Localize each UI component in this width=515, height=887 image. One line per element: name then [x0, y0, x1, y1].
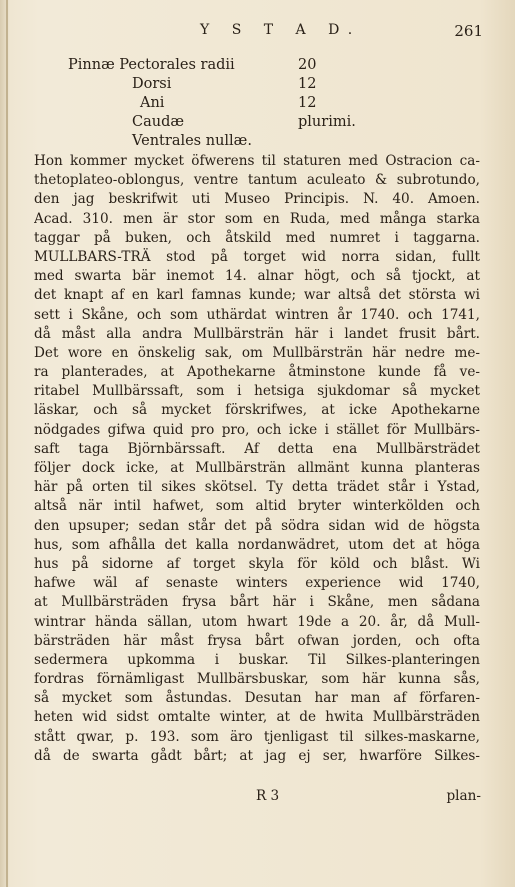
- page-footer: [0, 788, 515, 808]
- fin-ray-row: [68, 113, 398, 132]
- fin-label: Dorsi: [132, 76, 172, 92]
- text-line: så mycket som åstundas. Desutan har man af förfaren-: [34, 690, 480, 707]
- fin-ray-row: [68, 56, 398, 75]
- text-line: hafwe wäl af senaste winters experience wid 1740,: [34, 575, 480, 592]
- fin-value: 20: [298, 57, 317, 73]
- text-line: Hon kommer mycket öfwerens til staturen med Ostracion ca-: [34, 153, 480, 169]
- fin-ray-list: [68, 56, 398, 151]
- text-line: ra planterades, at Apothekarne åtminstone kunde få ve-: [34, 364, 480, 381]
- fin-label: Ani: [140, 95, 165, 111]
- text-line: den jag beskrifwit uti Museo Principis. N. 40. Amoen.: [34, 191, 480, 208]
- text-line: följer dock icke, at Mullbärsträn allmänt kunna planteras: [34, 460, 480, 476]
- text-line: saft taga Björnbärssaft. Af detta ena Mullbärsträdet: [34, 440, 480, 457]
- text-line: med swarta bär inemot 14. alnar högt, och så tjockt, at: [34, 268, 480, 285]
- text-line: heten wid sidst omtalte winter, at de hwita Mullbärsträden: [34, 709, 480, 726]
- fin-label: Caudæ: [132, 114, 184, 130]
- fin-value: 12: [298, 95, 317, 111]
- text-line: fordras förnämligast Mullbärsbuskar, som här kunna sås,: [34, 671, 480, 688]
- text-line: hus, som afhålla det kalla nordanwädret, utom det at höga: [34, 536, 480, 553]
- fin-label: Pinnæ Pectorales radii: [68, 57, 235, 73]
- text-line: sett i Skåne, och som uthärdat wintren år 1740. och 1741,: [34, 306, 480, 323]
- text-line: den upsuper; sedan står det på södra sidan wid de högsta: [34, 517, 480, 534]
- fin-ray-row: [68, 132, 398, 151]
- page-number: 261: [454, 22, 483, 40]
- text-line: thetoplateo-oblongus, ventre tantum aculeato & subrotundo,: [34, 172, 480, 189]
- text-line: bärsträden här måst frysa bårt ofwan jorden, och ofta: [34, 632, 480, 649]
- running-title: Y S T A D.: [200, 22, 362, 38]
- text-line: Acad. 310. men är stor som en Ruda, med många starka: [34, 210, 480, 227]
- text-line: då måst alla andra Mullbärsträn här i landet frusit bårt.: [34, 325, 480, 342]
- fin-ray-row: [68, 94, 398, 113]
- fin-label: Ventrales nullæ.: [132, 133, 252, 149]
- fin-value: 12: [298, 76, 317, 92]
- text-line: Det wore en önskelig sak, om Mullbärsträn här nedre me-: [34, 344, 480, 361]
- text-line: hus på sidorne af torget skyla för köld och blåst. Wi: [34, 555, 480, 572]
- text-line: ritabel Mullbärssaft, som i hetsiga sjukdomar så mycket: [34, 383, 480, 400]
- text-line: MULLBARS-TRÄ stod på torget wid norra sidan, fullt: [34, 248, 480, 265]
- text-line: at Mullbärsträden frysa bårt här i Skåne, men sådana: [34, 594, 480, 611]
- page-fold-shadow: [6, 0, 8, 887]
- text-line: här på orten til sikes skötsel. Ty detta trädet står i Ystad,: [34, 479, 480, 496]
- text-line: då de swarta gådt bårt; at jag ej ser, hwarföre Silkes-: [34, 747, 480, 764]
- text-line: det knapt af en karl famnas kunde; war altså det största wi: [34, 287, 480, 304]
- fin-ray-row: [68, 75, 398, 94]
- fin-value: plurimi.: [298, 114, 356, 130]
- body-text: [34, 152, 480, 766]
- text-line: sedermera upkomma i buskar. Til Silkes-planteringen: [34, 651, 480, 668]
- signature-mark: R 3: [256, 788, 280, 804]
- text-line: altså när intil hafwet, som altid bryter winterkölden och: [34, 498, 480, 515]
- text-line: stått qwar, p. 193. som äro tjenligast til silkes-maskarne,: [34, 728, 480, 745]
- page-header: [0, 22, 515, 46]
- text-line: nödgades gifwa quid pro pro, och icke i stället för Mullbärs-: [34, 421, 480, 438]
- text-line: taggar på buken, och åtskild med numret i taggarna.: [34, 229, 480, 246]
- text-line: wintrar hända sällan, utom hwart 19de a 20. år, då Mull-: [34, 613, 480, 630]
- text-line: läskar, och så mycket förskrifwes, at icke Apothekarne: [34, 402, 480, 419]
- catchword: plan-: [446, 788, 481, 804]
